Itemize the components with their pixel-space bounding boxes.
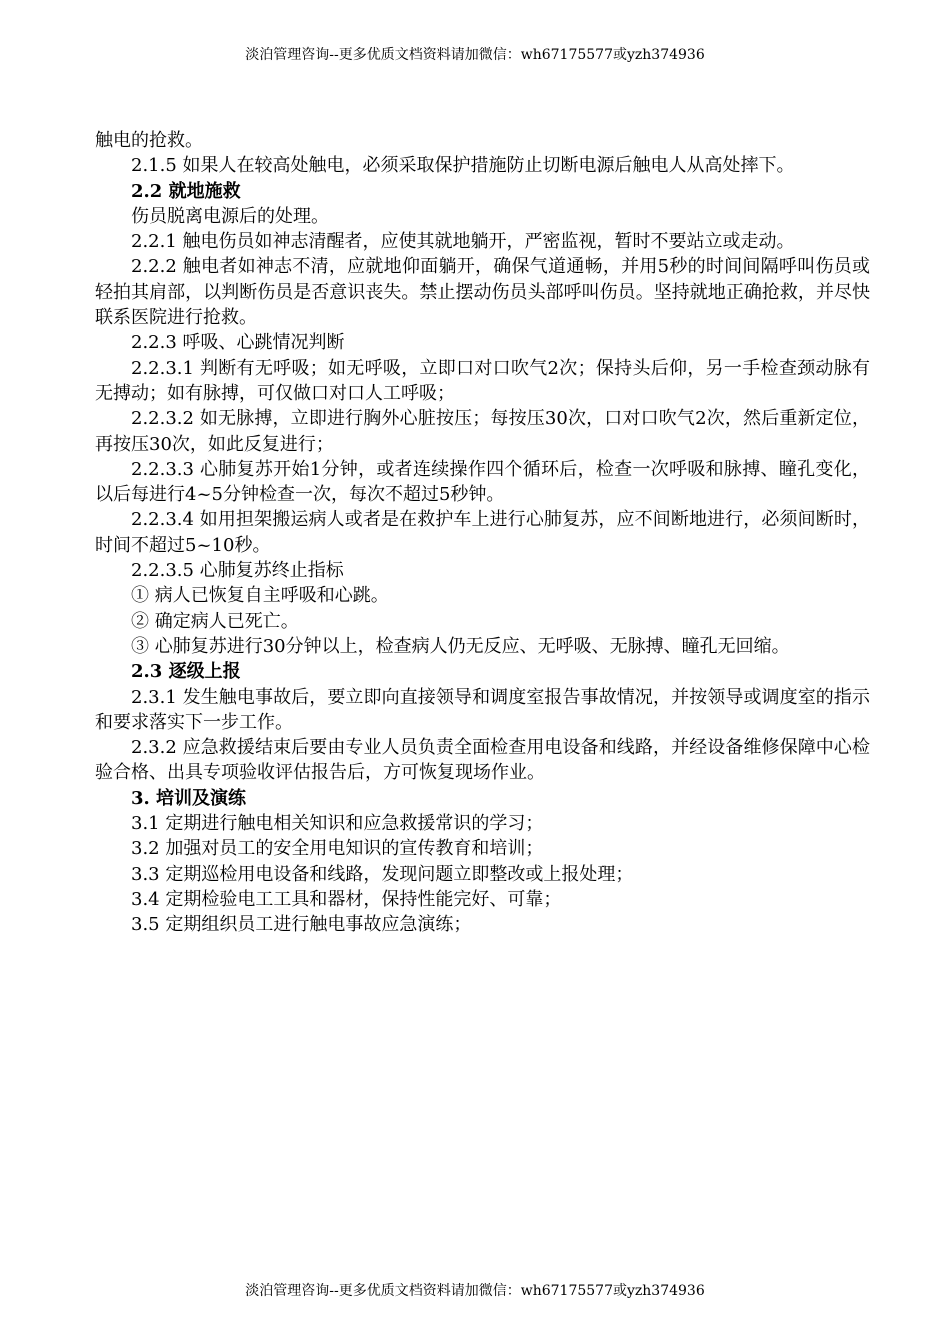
paragraph: 伤员脱离电源后的处理。 <box>131 205 329 227</box>
list-item: ③ 心肺复苏进行30分钟以上，检查病人仍无反应、无呼吸、无脉搏、瞳孔无回缩。 <box>131 635 790 657</box>
list-item: ② 确定病人已死亡。 <box>131 610 299 632</box>
list-item: ① 病人已恢复自主呼吸和心跳。 <box>131 585 389 607</box>
paragraph: 2.2.3.2 如无脉搏，立即进行胸外心脏按压；每按压30次，口对口吹气2次，然后重新定位，再按压30次，如此反复进行； <box>95 408 870 455</box>
running-footer: 淡泊管理咨询--更多优质文档资料请加微信：wh67175577或yzh374936 <box>245 1283 705 1299</box>
paragraph: 2.2.3.4 如用担架搬运病人或者是在救护车上进行心肺复苏，应不间断地进行，必须间断时，时间不超过5~10秒。 <box>95 509 870 556</box>
list-item: 3.3 定期巡检用电设备和线路，发现问题立即整改或上报处理； <box>131 863 634 885</box>
running-header: 淡泊管理咨询--更多优质文档资料请加微信：wh67175577或yzh374936 <box>245 47 705 63</box>
section-heading: 3. 培训及演练 <box>131 787 247 809</box>
document-body <box>95 128 870 938</box>
section-heading: 2.3 逐级上报 <box>131 661 241 683</box>
paragraph: 2.2.3 呼吸、心跳情况判断 <box>131 332 345 354</box>
paragraph: 2.2.3.5 心肺复苏终止指标 <box>131 560 344 582</box>
paragraph: 2.2.2 触电者如神志不清，应就地仰面躺开，确保气道通畅，并用5秒的时间间隔呼叫伤员或轻拍其肩部，以判断伤员是否意识丧失。禁止摆动伤员头部呼叫伤员。坚持就地正确抢救，并尽快联系医院进行抢救。 <box>95 256 870 329</box>
paragraph: 2.3.1 发生触电事故后，要立即向直接领导和调度室报告事故情况，并按领导或调度室的指示和要求落实下一步工作。 <box>95 686 870 733</box>
paragraph: 2.3.2 应急救援结束后要由专业人员负责全面检查用电设备和线路，并经设备维修保障中心检验合格、出具专项验收评估报告后，方可恢复现场作业。 <box>95 737 870 784</box>
paragraph: 2.2.1 触电伤员如神志清醒者，应使其就地躺开，严密监视，暂时不要站立或走动。 <box>131 231 795 253</box>
list-item: 3.1 定期进行触电相关知识和应急救援常识的学习； <box>131 813 544 835</box>
section-heading: 2.2 就地施救 <box>131 180 241 202</box>
paragraph: 2.2.3.3 心肺复苏开始1分钟，或者连续操作四个循环后，检查一次呼吸和脉搏、瞳孔变化，以后每进行4~5分钟检查一次，每次不超过5秒钟。 <box>95 458 870 506</box>
paragraph: 触电的抢救。 <box>95 130 203 151</box>
paragraph: 2.1.5 如果人在较高处触电，必须采取保护措施防止切断电源后触电人从高处摔下。 <box>131 155 795 177</box>
list-item: 3.2 加强对员工的安全用电知识的宣传教育和培训； <box>131 838 544 860</box>
list-item: 3.5 定期组织员工进行触电事故应急演练； <box>131 914 472 936</box>
list-item: 3.4 定期检验电工工具和器材，保持性能完好、可靠； <box>131 888 562 910</box>
paragraph: 2.2.3.1 判断有无呼吸；如无呼吸，立即口对口吹气2次；保持头后仰，另一手检查颈动脉有无搏动；如有脉搏，可仅做口对口人工呼吸； <box>95 357 870 404</box>
